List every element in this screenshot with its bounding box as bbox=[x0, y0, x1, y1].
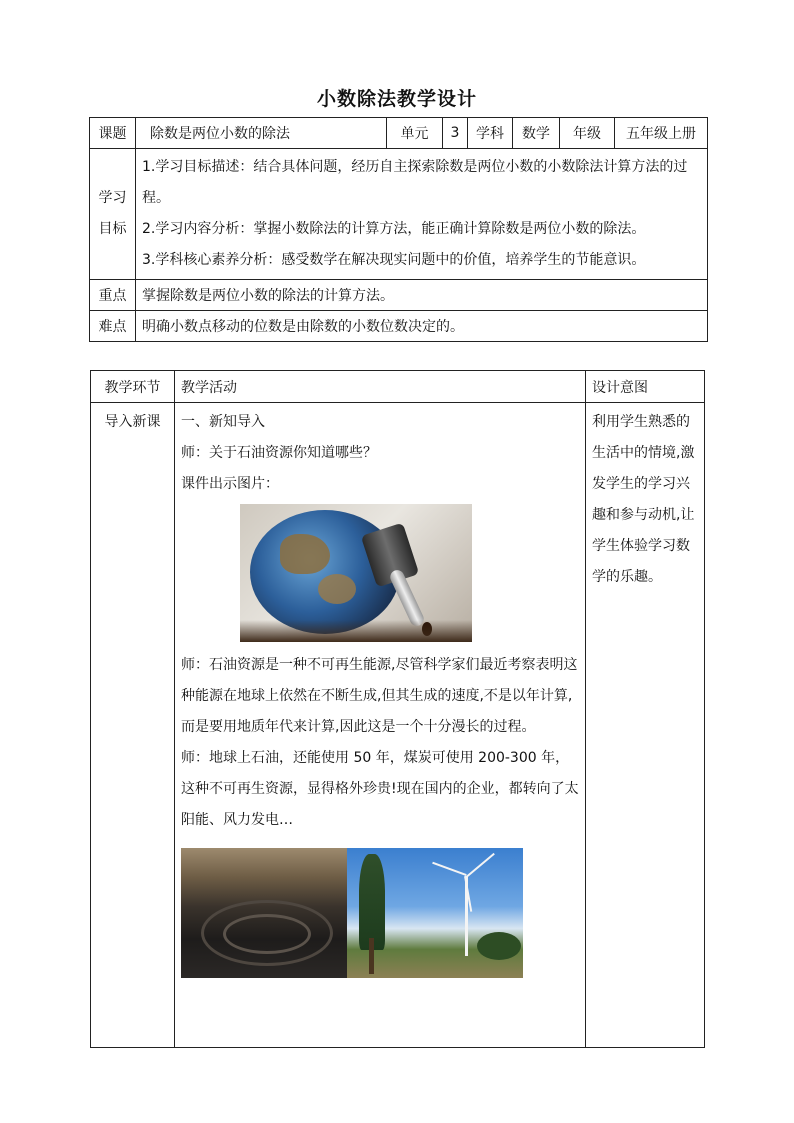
coal-mine-image bbox=[181, 848, 347, 978]
activity-cell bbox=[175, 403, 586, 1048]
topic-value: 除数是两位小数的除法 bbox=[136, 118, 387, 149]
topic-label: 课题 bbox=[90, 118, 136, 149]
activity-show-picture: 课件出示图片： bbox=[181, 476, 279, 492]
goal-1: 1.学习目标描述：结合具体问题，经历自主探索除数是两位小数的小数除法计算方法的过程。 bbox=[142, 159, 688, 206]
goal-3: 3.学科核心素养分析：感受数学在解决现实问题中的价值，培养学生的节能意识。 bbox=[142, 252, 646, 268]
difficulty-label: 难点 bbox=[90, 311, 136, 342]
col-stage-header: 教学环节 bbox=[91, 371, 175, 403]
goals-label bbox=[90, 149, 136, 280]
grade-label: 年级 bbox=[560, 118, 615, 149]
unit-value: 3 bbox=[443, 118, 468, 149]
activity-heading: 一、新知导入 bbox=[181, 414, 265, 430]
lesson-info-table bbox=[89, 117, 708, 342]
col-activity-header: 教学活动 bbox=[175, 371, 586, 403]
earth-oil-nozzle-image bbox=[240, 504, 472, 642]
subject-label: 学科 bbox=[468, 118, 513, 149]
subject-value: 数学 bbox=[513, 118, 560, 149]
grade-value: 五年级上册 bbox=[615, 118, 708, 149]
teaching-plan-table bbox=[90, 370, 705, 1048]
key-label: 重点 bbox=[90, 280, 136, 311]
activity-paragraph-1: 师：石油资源是一种不可再生能源,尽管科学家们最近考察表明这种能源在地球上依然在不断生成,但其生成的速度,不是以年计算,而是要用地质年代来计算,因此这是一个十分漫长的过程。 bbox=[181, 657, 578, 735]
goals-cell bbox=[136, 149, 708, 280]
col-intent-header: 设计意图 bbox=[586, 371, 705, 403]
goals-label-line2: 目标 bbox=[98, 221, 127, 237]
activity-paragraph-2: 师：地球上石油，还能使用 50 年，煤炭可使用 200-300 年，这种不可再生资源，显得格外珍贵!现在国内的企业，都转向了太阳能、风力发电… bbox=[181, 750, 579, 828]
stage-cell: 导入新课 bbox=[91, 403, 175, 1048]
goals-label-line1: 学习 bbox=[98, 190, 127, 206]
intent-cell: 利用学生熟悉的生活中的情境,激发学生的学习兴趣和参与动机,让学生体验学习数学的乐趣。 bbox=[586, 403, 705, 1048]
key-value: 掌握除数是两位小数的除法的计算方法。 bbox=[136, 280, 708, 311]
page-title: 小数除法教学设计 bbox=[316, 88, 477, 110]
goal-2: 2.学习内容分析：掌握小数除法的计算方法，能正确计算除数是两位小数的除法。 bbox=[142, 221, 646, 237]
mine-and-wind-images bbox=[181, 848, 523, 978]
activity-question: 师：关于石油资源你知道哪些？ bbox=[181, 445, 377, 461]
unit-label: 单元 bbox=[387, 118, 443, 149]
wind-turbine-image bbox=[347, 848, 523, 978]
difficulty-value: 明确小数点移动的位数是由除数的小数位数决定的。 bbox=[136, 311, 708, 342]
